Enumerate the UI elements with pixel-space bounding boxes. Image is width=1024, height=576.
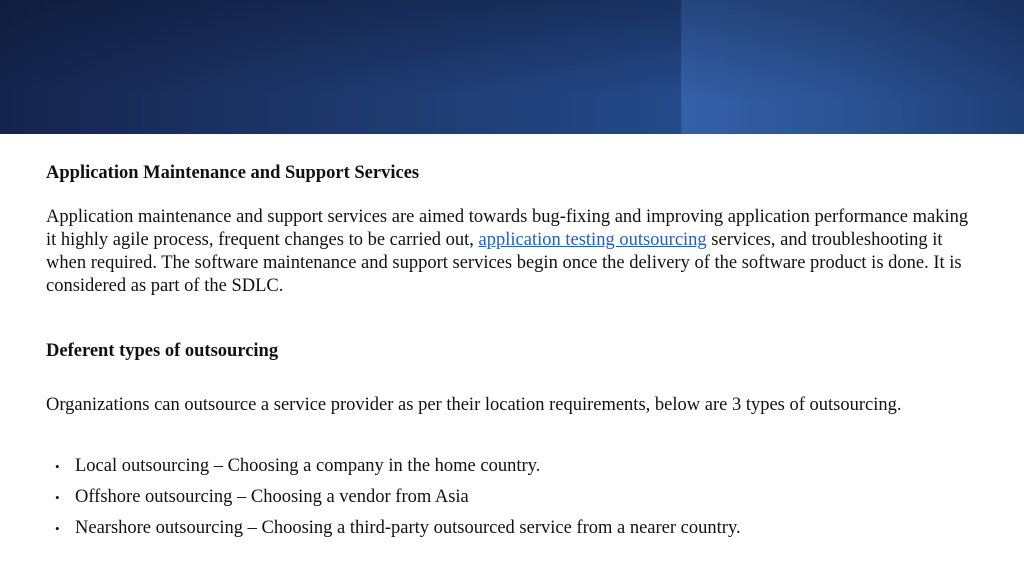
application-testing-outsourcing-link[interactable]: application testing outsourcing [478, 230, 707, 250]
bullet-icon: • [55, 490, 60, 505]
list-item [46, 486, 976, 509]
paragraph-text-end: services, and troubleshooting it when required. The software maintenance and support services begin once the delivery of the software product is done. It is considered as part of the SDLC. [46, 230, 962, 296]
outsourcing-paragraph: Organizations can outsource a service provider as per their location requirements, below are 3 types of outsourcing. [46, 395, 902, 415]
outsourcing-types-list [46, 455, 976, 540]
maintenance-paragraph [46, 206, 976, 298]
bullet-icon: • [55, 459, 60, 474]
list-item-text: Local outsourcing – Choosing a company in the home country. [75, 456, 541, 476]
slide-content [46, 160, 976, 548]
bullet-icon: • [55, 521, 60, 536]
section-heading-outsourcing-types: Deferent types of outsourcing [46, 341, 279, 361]
paragraph-text-start: Application maintenance and support services are aimed towards bug-fixing and improving application performance making it highly agile process, frequent changes to be carried out, [46, 207, 969, 250]
banner-panel-right [681, 0, 1024, 134]
banner-panel-left [0, 0, 681, 134]
list-item-text: Offshore outsourcing – Choosing a vendor from Asia [75, 487, 469, 507]
header-banner [0, 0, 1024, 134]
list-item [46, 455, 976, 478]
list-item-text: Nearshore outsourcing – Choosing a third-party outsourced service from a nearer country. [75, 518, 741, 538]
list-item [46, 517, 976, 540]
section-heading-maintenance: Application Maintenance and Support Services [46, 163, 420, 183]
